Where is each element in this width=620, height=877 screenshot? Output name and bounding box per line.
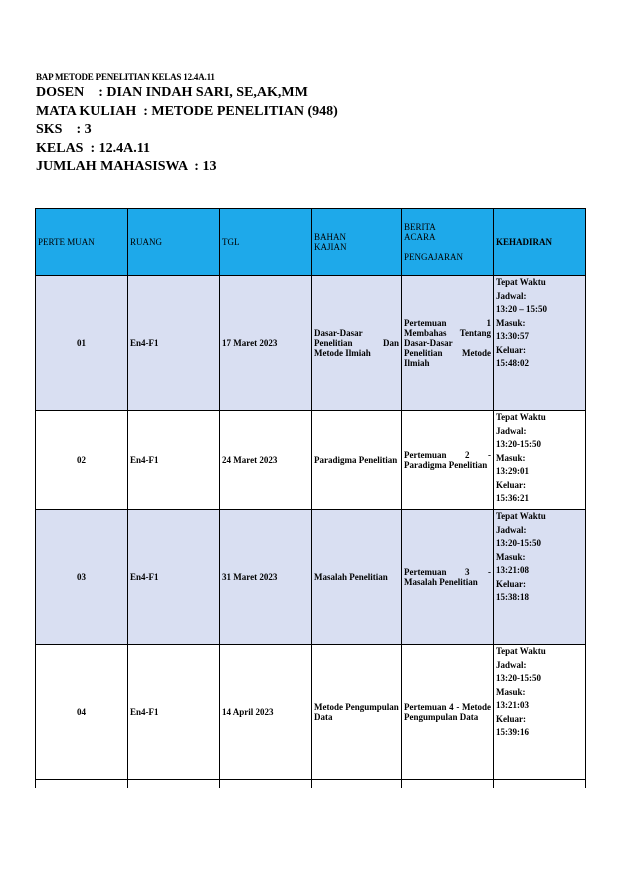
cell-pertemuan: 04 bbox=[36, 645, 128, 780]
table-header-row bbox=[36, 209, 586, 276]
document-title: BAP METODE PENELITIAN KELAS 12.4A.11 bbox=[36, 72, 215, 82]
cell-bahan-kajian: Dasar-Dasar Penelitian Dan Metode Ilmiah bbox=[312, 276, 402, 411]
cell-pertemuan: 01 bbox=[36, 276, 128, 411]
header-ruang: RUANG bbox=[128, 209, 220, 276]
cell-pertemuan: 02 bbox=[36, 411, 128, 510]
table-row bbox=[36, 276, 586, 411]
cell-berita-acara: Pertemuan 4 - Metode Pengumpulan Data bbox=[402, 645, 494, 780]
cell-berita-acara: Pertemuan 1 Membahas Tentang Dasar-Dasar Penelitian Metode Ilmiah bbox=[402, 276, 494, 411]
cell-ruang: En4-F1 bbox=[128, 510, 220, 645]
cell-berita-acara: Pertemuan 3 - Masalah Penelitian bbox=[402, 510, 494, 645]
cell-kehadiran: Tepat Waktu Jadwal: 13:20-15:50 Masuk: 13:21:03 Keluar: 15:39:16 bbox=[494, 645, 586, 780]
cell-ruang: En4-F1 bbox=[128, 645, 220, 780]
table-continuation-row bbox=[36, 780, 586, 788]
cell-pertemuan: 03 bbox=[36, 510, 128, 645]
cell-ruang: En4-F1 bbox=[128, 276, 220, 411]
table-row bbox=[36, 645, 586, 780]
cell-kehadiran: Tepat Waktu Jadwal: 13:20 – 15:50 Masuk: 13:30:57 Keluar: 15:48:02 bbox=[494, 276, 586, 411]
mata-kuliah-line: MATA KULIAH : METODE PENELITIAN (948) bbox=[36, 103, 338, 119]
header-pertemuan: PERTE MUAN bbox=[36, 209, 128, 276]
table-row bbox=[36, 510, 586, 645]
table-row bbox=[36, 411, 586, 510]
cell-tgl: 31 Maret 2023 bbox=[220, 510, 312, 645]
cell-bahan-kajian: Metode Pengumpulan Data bbox=[312, 645, 402, 780]
cell-tgl: 24 Maret 2023 bbox=[220, 411, 312, 510]
cell-ruang: En4-F1 bbox=[128, 411, 220, 510]
cell-kehadiran: Tepat Waktu Jadwal: 13:20-15:50 Masuk: 13:21:08 Keluar: 15:38:18 bbox=[494, 510, 586, 645]
cell-berita-acara: Pertemuan 2 - Paradigma Penelitian bbox=[402, 411, 494, 510]
cell-bahan-kajian: Paradigma Penelitian bbox=[312, 411, 402, 510]
header-bahan-kajian: BAHAN KAJIAN bbox=[312, 209, 402, 276]
header-kehadiran: KEHADIRAN bbox=[494, 209, 586, 276]
bap-table bbox=[35, 208, 586, 788]
sks-line: SKS : 3 bbox=[36, 122, 92, 137]
header-tgl: TGL bbox=[220, 209, 312, 276]
cell-tgl: 14 April 2023 bbox=[220, 645, 312, 780]
document-header bbox=[36, 72, 338, 177]
header-berita-acara: BERITA ACARA PENGAJARAN bbox=[402, 209, 494, 276]
dosen-line: DOSEN : DIAN INDAH SARI, SE,AK,MM bbox=[36, 85, 308, 100]
cell-tgl: 17 Maret 2023 bbox=[220, 276, 312, 411]
cell-kehadiran: Tepat Waktu Jadwal: 13:20-15:50 Masuk: 13:29:01 Keluar: 15:36:21 bbox=[494, 411, 586, 510]
jumlah-mahasiswa-line: JUMLAH MAHASISWA : 13 bbox=[36, 159, 217, 174]
kelas-line: KELAS : 12.4A.11 bbox=[36, 140, 150, 156]
cell-bahan-kajian: Masalah Penelitian bbox=[312, 510, 402, 645]
